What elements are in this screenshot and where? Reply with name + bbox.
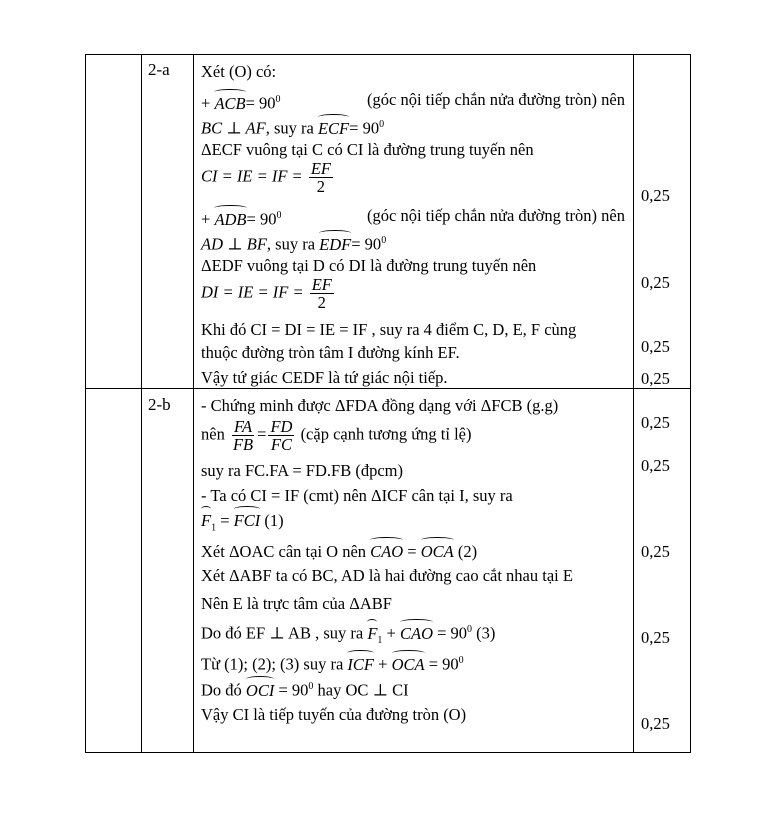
section-b-score-4: 0,25 [641,628,670,647]
section-b-line-12: Vậy CI là tiếp tuyến của đường tròn (O) [201,705,467,724]
section-a-line-8: ΔEDF vuông tại D có DI là đường trung tuyến nên [201,256,537,275]
section-b-line-8: Nên E là trực tâm của ΔABF [201,594,392,613]
section-a-line-6: + $ADB= 90^0$ (góc nội tiếp chắn nửa đường tròn) nên [201,206,625,229]
section-a-line-4: ΔECF vuông tại C có CI là đường trung tuyến nên [201,140,534,159]
section-b-line-4: - Ta có CI = IF (cmt) nên ΔICF cân tại I, suy ra [201,486,513,505]
table-divider-3 [633,54,634,753]
section-b-score-1: 0,25 [641,413,670,432]
section-b-label: 2-b [148,395,171,414]
section-a-line-11: thuộc đường tròn tâm I đường kính EF. [201,343,460,362]
section-b-line-7: Xét ΔABF ta có BC, AD là hai đường cao cắt nhau tại E [201,566,573,585]
section-a-score-2: 0,25 [641,273,670,292]
section-b-line-10: Từ (1); (2); (3) suy ra ICF + OCA = $90^0$ [201,654,464,674]
table-border-right [690,54,691,753]
table-border-left [85,54,86,753]
table-border-top [85,54,691,55]
section-a-line-5: CI = IE = IF = $\frac{EF}{2}$ [201,159,331,196]
section-a-label: 2-a [148,60,170,79]
section-a-score-4: 0,25 [641,369,670,388]
section-b-line-11: Do đó OCI = $90^0$ hay OC ⊥ CI [201,680,409,700]
table-border-bottom [85,752,691,753]
section-b-score-3: 0,25 [641,542,670,561]
section-a-line-3: BC ⊥ AF, suy ra $ECF= 90^0$ [201,118,385,138]
section-a-line-9: DI = IE = IF = $\frac{EF}{2}$ [201,275,332,312]
section-a-line-1: Xét (O) có: [201,62,277,81]
section-a-line-7: AD ⊥ BF, suy ra $EDF= 90^0$ [201,234,387,254]
section-a-line-12: Vậy tứ giác CEDF là tứ giác nội tiếp. [201,368,448,387]
section-b-score-2: 0,25 [641,456,670,475]
section-b-line-2: nên $\frac{FA}{FB}$ = $\frac{FD}{FC}$ (cặp cạnh tương ứng tỉ lệ) [201,417,472,454]
section-a-score-1: 0,25 [641,186,670,205]
section-b-score-5: 0,25 [641,714,670,733]
table-divider-2 [193,54,194,753]
table-divider-1 [141,54,142,753]
section-b-line-6: Xét ΔOAC cân tại O nên CAO = OCA (2) [201,542,478,561]
section-b-line-5: $F_1$ = FCI (1) [201,511,284,534]
section-a-line-2: + $ACB= 90^0$ (góc nội tiếp chắn nửa đường tròn) nên [201,90,625,113]
section-b-line-1: - Chứng minh được ΔFDA đồng dạng với ΔFCB (g.g) [201,396,559,415]
section-b-line-9: Do đó EF ⊥ AB , suy ra $F_1$ + CAO = $90^0$ (3) [201,623,496,646]
section-a-score-3: 0,25 [641,337,670,356]
section-b-line-3: suy ra FC.FA = FD.FB (đpcm) [201,461,403,480]
section-a-line-10: Khi đó CI = DI = IE = IF , suy ra 4 điểm C, D, E, F cùng [201,320,577,339]
table-row-divider [85,388,691,389]
